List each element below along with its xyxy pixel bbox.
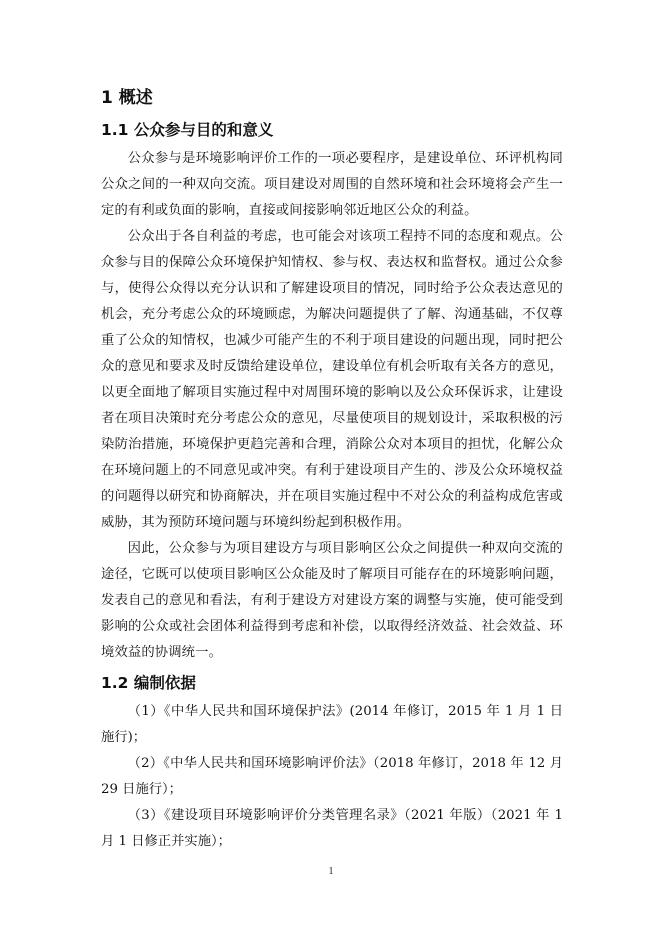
- paragraph: 公众出于各自利益的考虑，也可能会对该项工程持不同的态度和观点。公众参与目的保障公众环境保护知情权、参与权、表达权和监督权。通过公众参与，使得公众得以充分认识和了解建设项目的情况，同时给予公众表达意见的机会，充分考虑公众的环境顾虑，为解决问题提供了了解、沟通基础，不仅尊重了公众的知情权，也减少可能产生的不利于项目建设的问题出现，同时把公众的意见和要求及时反馈给建设单位，建设单位有机会听取有关各方的意见，以更全面地了解项目实施过程中对周围环境的影响以及公众环保诉求，让建设者在项目决策时充分考虑公众的意见，尽量使项目的规划设计，采取积极的污染防治措施，环境保护更趋完善和合理，消除公众对本项目的担忧，化解公众在环境问题上的不同意见或冲突。有利于建设项目产生的、涉及公众环境权益的问题得以研究和协商解决，并在项目实施过程中不对公众的利益构成危害或威胁，其为预防环境问题与环境纠纷起到积极作用。: [101, 229, 563, 530]
- section-heading-basis: 1.2 编制依据: [101, 674, 196, 692]
- page-number: 1: [328, 866, 334, 877]
- section-heading-purpose: 1.1 公众参与目的和意义: [101, 121, 274, 139]
- list-item: （2）《中华人民共和国环境影响评价法》（2018 年修订，2018 年 12 月 29 日施行）；: [101, 756, 563, 797]
- paragraph: 公众参与是环境影响评价工作的一项必要程序，是建设单位、环评机构同公众之间的一种双向交流。项目建设对周围的自然环境和社会环境将会产生一定的有利或负面的影响，直接或间接影响邻近地区公众的利益。: [101, 151, 563, 218]
- paragraph: 因此，公众参与为项目建设方与项目影响区公众之间提供一种双向交流的途径，它既可以使项目影响区公众能及时了解项目可能存在的环境影响问题，发表自己的意见和看法，有利于建设方对建设方案的调整与实施，使可能受到影响的公众或社会团体利益得到考虑和补偿，以取得经济效益、社会效益、环境效益的协调统一。: [101, 541, 563, 660]
- chapter-heading: 1 概述: [101, 88, 153, 108]
- list-item: （3）《建设项目环境影响评价分类管理名录》（2021 年版）（2021 年 1 月 1 日修正并实施）；: [101, 808, 563, 849]
- list-item: （1）《中华人民共和国环境保护法》(2014 年修订，2015 年 1 月 1 日施行)；: [101, 704, 563, 745]
- page-content: [101, 85, 563, 855]
